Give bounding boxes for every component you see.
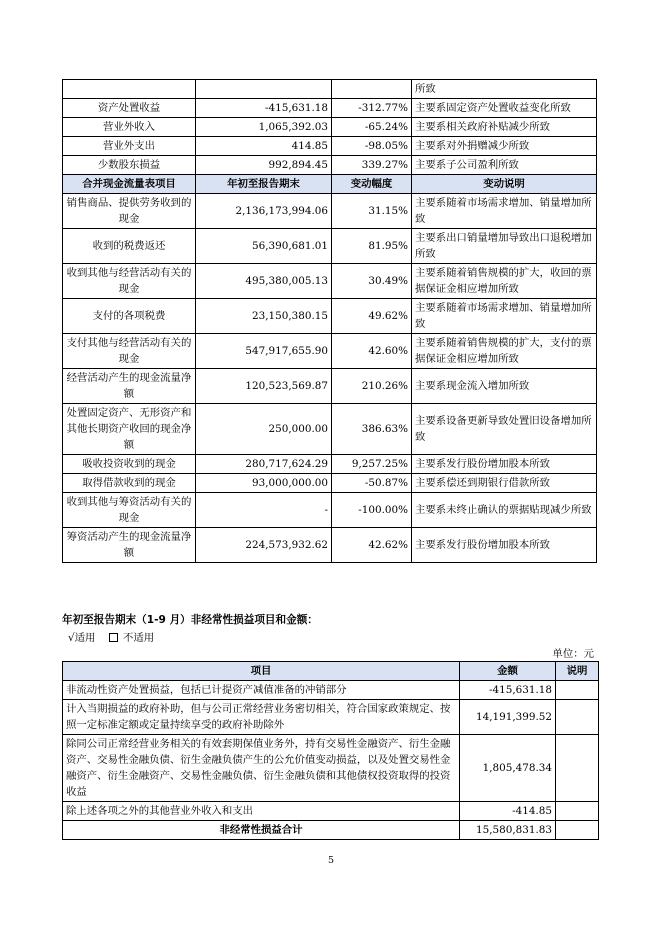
total-row xyxy=(63,821,599,840)
header-item: 合并现金流量表项目 xyxy=(63,175,196,194)
cell-item: 非流动性资产处置损益，包括已计提资产减值准备的冲销部分 xyxy=(63,681,460,700)
table-row xyxy=(63,118,597,137)
cell-item: 少数股东损益 xyxy=(63,156,196,175)
cash-flow-change-table xyxy=(62,79,597,563)
table-row xyxy=(63,802,599,821)
cell-change: 339.27% xyxy=(332,156,412,175)
cell-note: 主要系随着销售规模的扩大，收回的票据保证金相应增加所致 xyxy=(412,264,597,299)
nonrecurring-items-table xyxy=(62,661,599,840)
checkbox-empty-icon xyxy=(109,633,118,642)
cell-note: 主要系出口销量增加导致出口退税增加所致 xyxy=(412,229,597,264)
table-row xyxy=(63,194,597,229)
cell-amount: 56,390,681.01 xyxy=(196,229,332,264)
cell-item: 经营活动产生的现金流量净额 xyxy=(63,369,196,404)
header-note: 说明 xyxy=(556,662,599,681)
table-row xyxy=(63,299,597,334)
cell-note: 主要系发行股份增加股本所致 xyxy=(412,528,597,563)
cell-change: -100.00% xyxy=(332,493,412,528)
cell-note: 主要系偿还到期银行借款所致 xyxy=(412,474,597,493)
cell-item: 营业外支出 xyxy=(63,137,196,156)
cell-note: 主要系随着市场需求增加、销量增加所致 xyxy=(412,299,597,334)
table-row xyxy=(63,681,599,700)
cell-change: 42.60% xyxy=(332,334,412,369)
table-row xyxy=(63,99,597,118)
unit-label: 单位：元 xyxy=(552,648,594,660)
cell-amount: 1,805,478.34 xyxy=(460,735,556,802)
cell-item: 资产处置收益 xyxy=(63,99,196,118)
cell-amount: - xyxy=(196,493,332,528)
applicability-options xyxy=(68,629,154,644)
header-note: 变动说明 xyxy=(412,175,597,194)
cell-note xyxy=(556,802,599,821)
cell-amount: -414.85 xyxy=(460,802,556,821)
table-row xyxy=(63,404,597,455)
cell-note xyxy=(556,700,599,735)
cell-item: 筹资活动产生的现金流量净额 xyxy=(63,528,196,563)
table-row xyxy=(63,137,597,156)
cell-item: 计入当期损益的政府补助，但与公司正常经营业务密切相关，符合国家政策规定、按照一定标准定额或定量持续享受的政府补助除外 xyxy=(63,700,460,735)
cell-item: 支付的各项税费 xyxy=(63,299,196,334)
cell-note: 主要系固定资产处置收益变化所致 xyxy=(412,99,597,118)
cell-change: 81.95% xyxy=(332,229,412,264)
not-applicable-option: 不适用 xyxy=(123,632,155,644)
cell-amount: 414.85 xyxy=(196,137,332,156)
cell-note: 所致 xyxy=(412,80,597,99)
table-row xyxy=(63,735,599,802)
cell-change: 210.26% xyxy=(332,369,412,404)
cell-item: 取得借款收到的现金 xyxy=(63,474,196,493)
cell-change: 386.63% xyxy=(332,404,412,455)
cell-change: 31.15% xyxy=(332,194,412,229)
cell-item: 营业外收入 xyxy=(63,118,196,137)
cell-change: -98.05% xyxy=(332,137,412,156)
cell-amount: 14,191,399.52 xyxy=(460,700,556,735)
table-row xyxy=(63,264,597,299)
table-header-row xyxy=(63,662,599,681)
cell-item: 处置固定资产、无形资产和其他长期资产收回的现金净额 xyxy=(63,404,196,455)
page-number: 5 xyxy=(327,855,335,866)
cell-item: 除上述各项之外的其他营业外收入和支出 xyxy=(63,802,460,821)
table-row xyxy=(63,528,597,563)
cell-change: -50.87% xyxy=(332,474,412,493)
cell-change: 42.62% xyxy=(332,528,412,563)
header-amount: 金额 xyxy=(460,662,556,681)
table-row xyxy=(63,156,597,175)
table-header-row xyxy=(63,175,597,194)
cell-note: 主要系发行股份增加股本所致 xyxy=(412,455,597,474)
cell-amount: -415,631.18 xyxy=(196,99,332,118)
table-row xyxy=(63,334,597,369)
cell-amount: 93,000,000.00 xyxy=(196,474,332,493)
cell-note: 主要系子公司盈利所致 xyxy=(412,156,597,175)
total-item: 非经常性损益合计 xyxy=(63,821,460,840)
cell-amount: 250,000.00 xyxy=(196,404,332,455)
cell-note: 主要系现金流入增加所致 xyxy=(412,369,597,404)
table-row xyxy=(63,80,597,99)
table-row xyxy=(63,474,597,493)
cell-amount: 224,573,932.62 xyxy=(196,528,332,563)
cell-item: 收到的税费返还 xyxy=(63,229,196,264)
cell-change: 9,257.25% xyxy=(332,455,412,474)
cell-amount: 547,917,655.90 xyxy=(196,334,332,369)
header-item: 项目 xyxy=(63,662,460,681)
cell-item: 收到其他与经营活动有关的现金 xyxy=(63,264,196,299)
cell-item: 除同公司正常经营业务相关的有效套期保值业务外，持有交易性金融资产、衍生金融资产、交易性金融负债、衍生金融负债产生的公允价值变动损益，以及处置交易性金融资产、衍生金融资产、交易性金融负债、衍生金融负债和其他债权投资取得的投资收益 xyxy=(63,735,460,802)
cell-amount xyxy=(196,80,332,99)
table-row xyxy=(63,493,597,528)
cell-amount: 2,136,173,994.06 xyxy=(196,194,332,229)
table-row xyxy=(63,455,597,474)
cell-change: 49.62% xyxy=(332,299,412,334)
cell-item: 支付其他与经营活动有关的现金 xyxy=(63,334,196,369)
table-row xyxy=(63,229,597,264)
applicable-checked-option: √适用 xyxy=(68,632,96,644)
cell-note: 主要系未终止确认的票据贴现减少所致 xyxy=(412,493,597,528)
cell-amount: 23,150,380.15 xyxy=(196,299,332,334)
cell-amount: 495,380,005.13 xyxy=(196,264,332,299)
cell-amount: -415,631.18 xyxy=(460,681,556,700)
cell-note: 主要系对外捐赠减少所致 xyxy=(412,137,597,156)
cell-change: 30.49% xyxy=(332,264,412,299)
cell-amount: 1,065,392.03 xyxy=(196,118,332,137)
cell-note: 主要系相关政府补贴减少所致 xyxy=(412,118,597,137)
cell-amount: 120,523,569.87 xyxy=(196,369,332,404)
cell-note xyxy=(556,681,599,700)
total-amount: 15,580,831.83 xyxy=(460,821,556,840)
section-title: 年初至报告期末（1-9 月）非经常性损益项目和金额： xyxy=(62,614,318,626)
cell-item: 吸收投资收到的现金 xyxy=(63,455,196,474)
cell-note: 主要系设备更新导致处置旧设备增加所致 xyxy=(412,404,597,455)
cell-change: -65.24% xyxy=(332,118,412,137)
cell-item: 收到其他与筹资活动有关的现金 xyxy=(63,493,196,528)
header-change: 变动幅度 xyxy=(332,175,412,194)
cell-change: -312.77% xyxy=(332,99,412,118)
cell-change xyxy=(332,80,412,99)
cell-amount: 280,717,624.29 xyxy=(196,455,332,474)
cell-note: 主要系随着销售规模的扩大，支付的票据保证金相应增加所致 xyxy=(412,334,597,369)
total-note xyxy=(556,821,599,840)
table-row xyxy=(63,369,597,404)
cell-note: 主要系随着市场需求增加、销量增加所致 xyxy=(412,194,597,229)
table-row xyxy=(63,700,599,735)
cell-note xyxy=(556,735,599,802)
cell-item xyxy=(63,80,196,99)
cell-amount: 992,894.45 xyxy=(196,156,332,175)
header-amount: 年初至报告期末 xyxy=(196,175,332,194)
cell-item: 销售商品、提供劳务收到的现金 xyxy=(63,194,196,229)
